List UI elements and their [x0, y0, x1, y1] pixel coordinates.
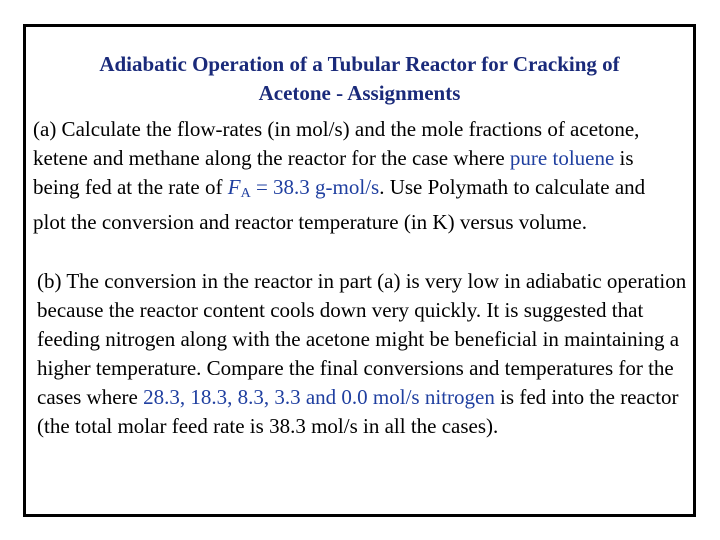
title-line-2: Acetone - Assignments: [258, 81, 461, 105]
slide-title: [26, 50, 693, 108]
part-a-text-3: . Use Polymath to calculate and plot the conversion and reactor temperature (in K) versus volume.: [33, 175, 646, 234]
part-b-highlight-nitrogen: 28.3, 18.3, 8.3, 3.3 and 0.0 mol/s nitrogen: [143, 385, 495, 409]
part-b-text-1: (b) The conversion in the reactor in part (a) is very low in adiabatic operation because the reactor content cools down very quickly. It is suggested that feeding nitrogen along with the acetone might be beneficial in maintaining a higher temperature. Compare the final conversions and temperatures for the cases where: [37, 269, 687, 409]
part-a-text-1: (a) Calculate the flow-rates (in mol/s) and the mole fractions of acetone, ketene and methane along the reactor for the case where: [33, 117, 640, 170]
part-a-text-2: is being fed at the rate of: [33, 146, 634, 199]
assignment-part-b: [37, 267, 687, 441]
flow-value: = 38.3 g-mol/s: [250, 175, 380, 199]
flow-variable: F: [227, 175, 241, 199]
title-line-1: Adiabatic Operation of a Tubular Reactor for Cracking of: [99, 52, 620, 76]
part-b-text-2: is fed into the reactor (the total molar feed rate is 38.3 mol/s in all the cases).: [37, 385, 679, 438]
slide-frame: [23, 24, 696, 517]
assignment-part-a: [33, 115, 683, 237]
part-a-flow-rate: [228, 175, 379, 199]
part-a-highlight-feed: pure toluene: [509, 146, 615, 170]
flow-subscript: A: [240, 186, 251, 201]
